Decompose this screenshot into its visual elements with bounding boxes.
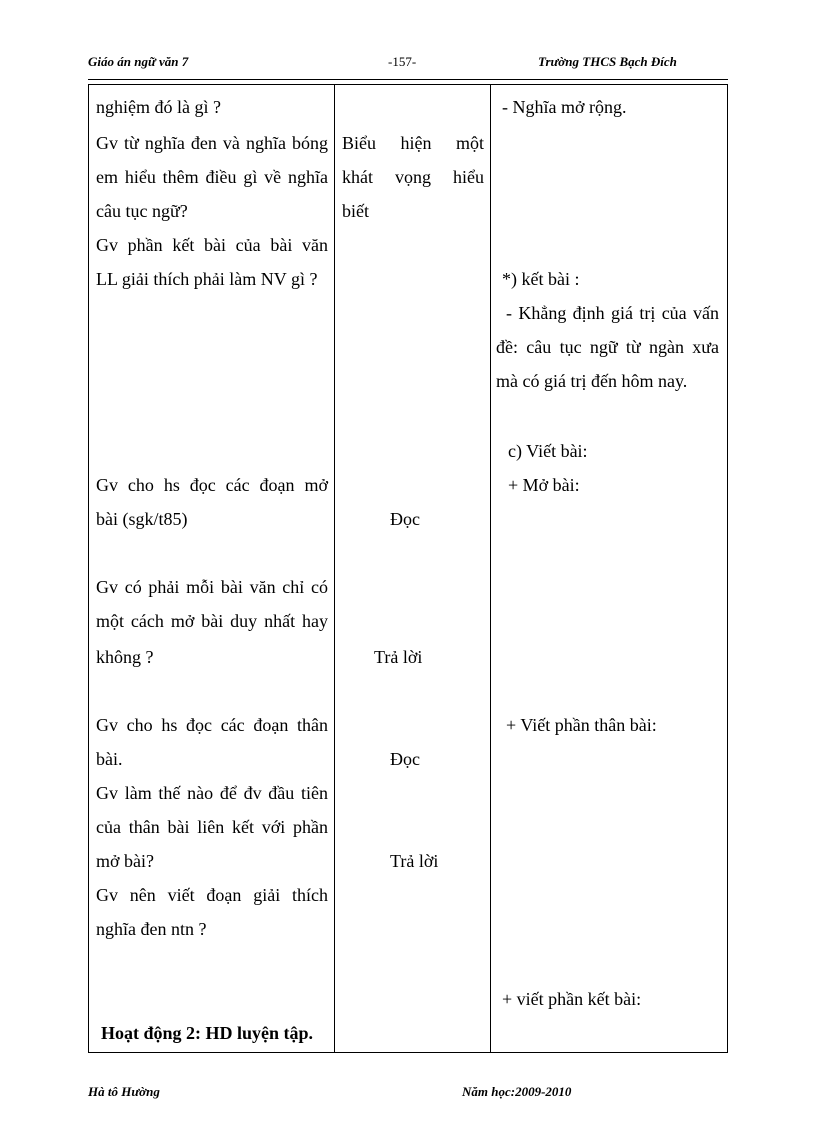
col1-line: nghiệm đó là gì ?: [96, 97, 221, 117]
col1-line: Gv phần kết bài của bài văn: [96, 235, 328, 255]
col3-line: + Mở bài:: [508, 475, 580, 495]
col2-line: Trả lời: [390, 851, 439, 871]
col1-line: bài (sgk/t85): [96, 509, 188, 529]
col1-line: mở bài?: [96, 851, 154, 871]
table-top-border: [88, 84, 728, 85]
col3-line: - Nghĩa mở rộng.: [502, 97, 627, 117]
col2-line: Đọc: [390, 509, 420, 529]
col1-line: câu tục ngữ?: [96, 201, 188, 221]
header-rule: [88, 79, 728, 80]
col1-line: một cách mở bài duy nhất hay: [96, 611, 328, 631]
col2-line: Biểu hiện một: [342, 133, 484, 153]
col3-line: + viết phần kết bài:: [502, 989, 642, 1009]
table-column-divider-2: [490, 84, 491, 1052]
activity-heading: Hoạt động 2: HD luyện tập.: [101, 1023, 314, 1043]
col3-line: c) Viết bài:: [508, 441, 588, 461]
header-title: Giáo án ngữ văn 7: [88, 54, 189, 69]
col2-line: Trả lời: [374, 647, 423, 667]
col3-line: *) kết bài :: [502, 269, 580, 289]
col2-line: biết: [342, 201, 369, 221]
table-left-border: [88, 84, 89, 1052]
footer-author: Hà tô Hường: [88, 1084, 160, 1099]
page-number: -157-: [388, 54, 417, 69]
col1-line: Gv nên viết đoạn giải thích: [96, 885, 328, 905]
col1-line: không ?: [96, 647, 154, 667]
footer-school-year: Năm học:2009-2010: [462, 1084, 572, 1099]
table-right-border: [727, 84, 728, 1052]
col1-line: Gv từ nghĩa đen và nghĩa bóng: [96, 133, 328, 153]
col2-line: khát vọng hiểu: [342, 167, 484, 187]
table-bottom-border: [88, 1052, 728, 1053]
col1-line: nghĩa đen ntn ?: [96, 919, 207, 939]
col1-line: của thân bài liên kết với phần: [96, 817, 328, 837]
col2-line: Đọc: [390, 749, 420, 769]
col3-line: - Khẳng định giá trị của vấn: [506, 303, 719, 323]
col1-line: bài.: [96, 749, 123, 769]
col1-line: Gv có phải mỗi bài văn chỉ có: [96, 577, 328, 597]
col1-line: LL giải thích phải làm NV gì ?: [96, 269, 318, 289]
col1-line: Gv cho hs đọc các đoạn thân: [96, 715, 328, 735]
col3-line: mà có giá trị đến hôm nay.: [496, 371, 688, 391]
header-school: Trường THCS Bạch Đích: [538, 54, 677, 69]
col1-line: Gv làm thế nào để đv đầu tiên: [96, 783, 328, 803]
col1-line: em hiểu thêm điều gì về nghĩa: [96, 167, 328, 187]
col1-line: Gv cho hs đọc các đoạn mở: [96, 475, 328, 495]
col3-line: + Viết phần thân bài:: [506, 715, 657, 735]
col3-line: đề: câu tục ngữ từ ngàn xưa: [496, 337, 719, 357]
table-column-divider-1: [334, 84, 335, 1052]
